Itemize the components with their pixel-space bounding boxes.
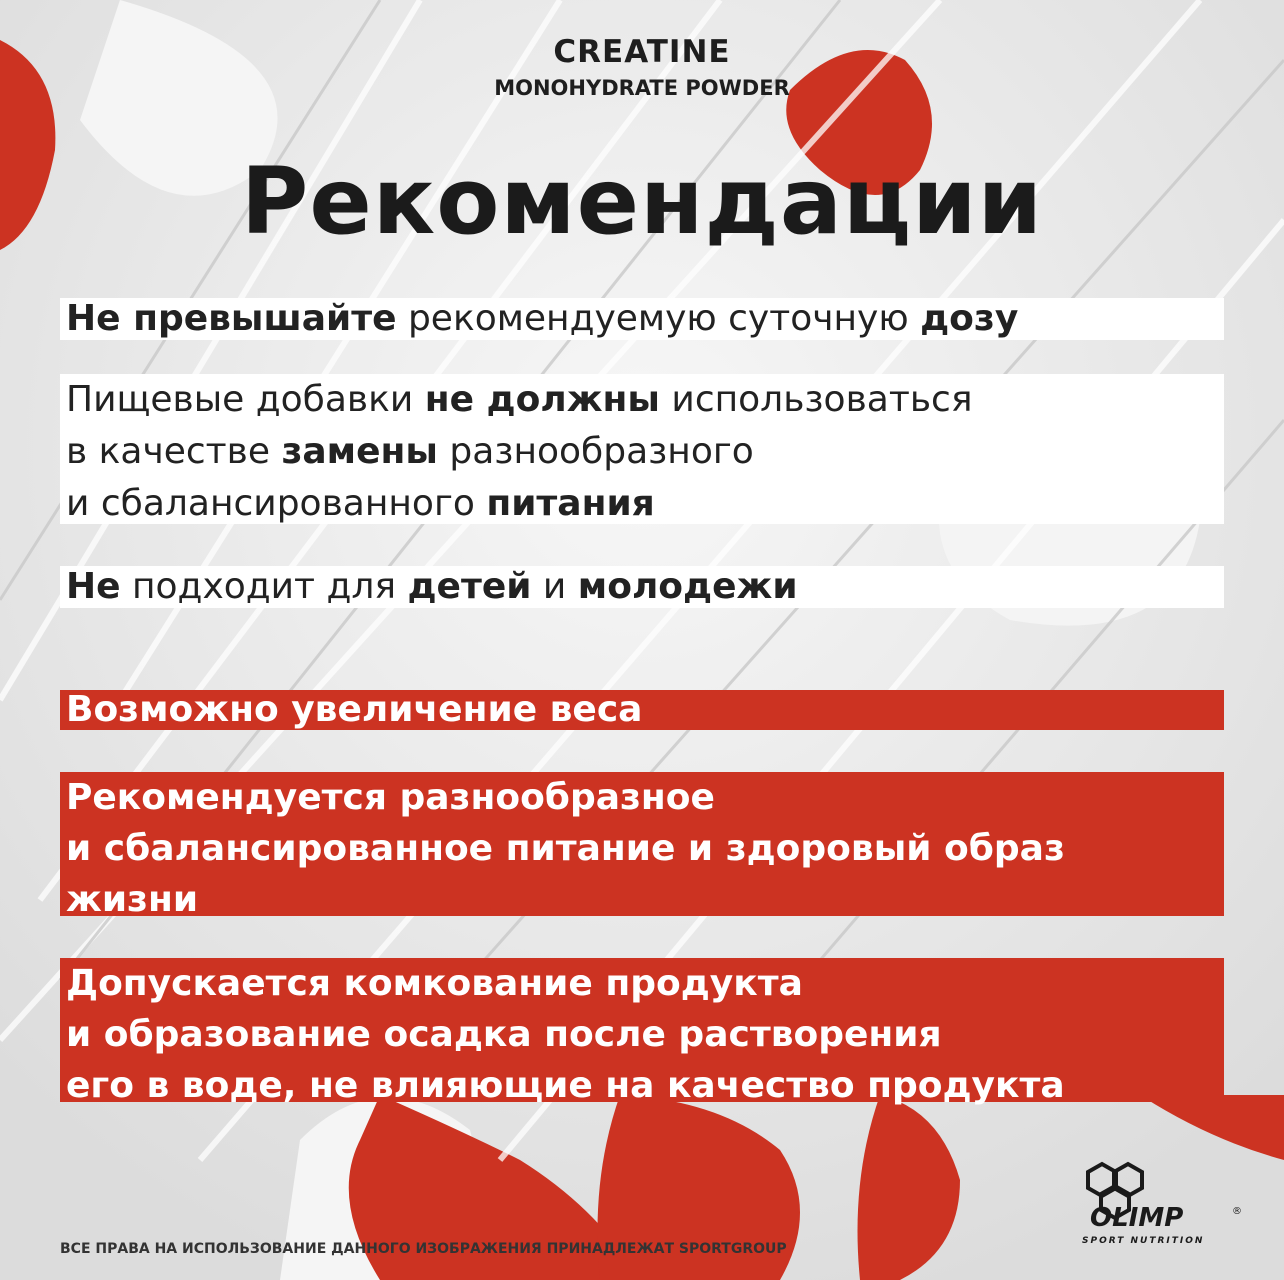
recommendation-2 <box>60 566 1224 608</box>
warning-line: Рекомендуется разнообразное <box>66 777 715 818</box>
warning-1 <box>60 772 1224 920</box>
bold-text: Не превышайте <box>66 298 397 339</box>
text: разнообразного <box>437 431 754 472</box>
recommendation-0 <box>60 298 1224 340</box>
warning-line: Допускается комкование продукта <box>66 963 803 1004</box>
bold-text: Не <box>66 566 121 607</box>
warning-2 <box>60 958 1224 1106</box>
product-name: CREATINE <box>553 34 731 70</box>
logo-text: OLIMP <box>1090 1203 1184 1233</box>
bold-text: замены <box>281 431 438 472</box>
logo-subtitle: SPORT NUTRITION <box>1082 1236 1205 1246</box>
product-subtitle: MONOHYDRATE POWDER <box>494 76 790 100</box>
recommendation-line <box>66 426 1224 478</box>
text: в качестве <box>66 431 282 472</box>
copyright-notice: ВСЕ ПРАВА НА ИСПОЛЬЗОВАНИЕ ДАННОГО ИЗОБРАЖЕНИЯ ПРИНАДЛЕЖАТ SPORTGROUP <box>60 1241 787 1257</box>
text: использоваться <box>659 379 973 420</box>
text: Пищевые добавки <box>66 379 425 420</box>
bold-text: детей <box>407 566 532 607</box>
recommendation-line <box>66 566 1224 608</box>
bold-text: не должны <box>424 379 660 420</box>
page-title: Рекомендации <box>240 148 1044 255</box>
bold-text: молодежи <box>577 566 798 607</box>
warning-line: его в воде, не влияющие на качество продукта <box>66 1065 1065 1106</box>
text: подходит для <box>120 566 408 607</box>
warning-line: и сбалансированное питание и здоровый образ <box>66 828 1065 869</box>
text: и <box>531 566 578 607</box>
warning-line: Возможно увеличение веса <box>66 689 643 730</box>
text: рекомендуемую суточную <box>396 298 921 339</box>
warning-0 <box>60 690 1224 730</box>
recommendation-1 <box>60 374 1224 524</box>
recommendation-line <box>66 298 1224 340</box>
registered-mark: ® <box>1232 1206 1242 1217</box>
warning-line: жизни <box>66 879 199 920</box>
text: и сбалансированного <box>66 483 487 524</box>
recommendation-line <box>66 478 1224 530</box>
bold-text: дозу <box>920 298 1019 339</box>
recommendation-line <box>66 374 1224 426</box>
warning-line: и образование осадка после растворения <box>66 1014 942 1055</box>
bold-text: питания <box>486 483 655 524</box>
